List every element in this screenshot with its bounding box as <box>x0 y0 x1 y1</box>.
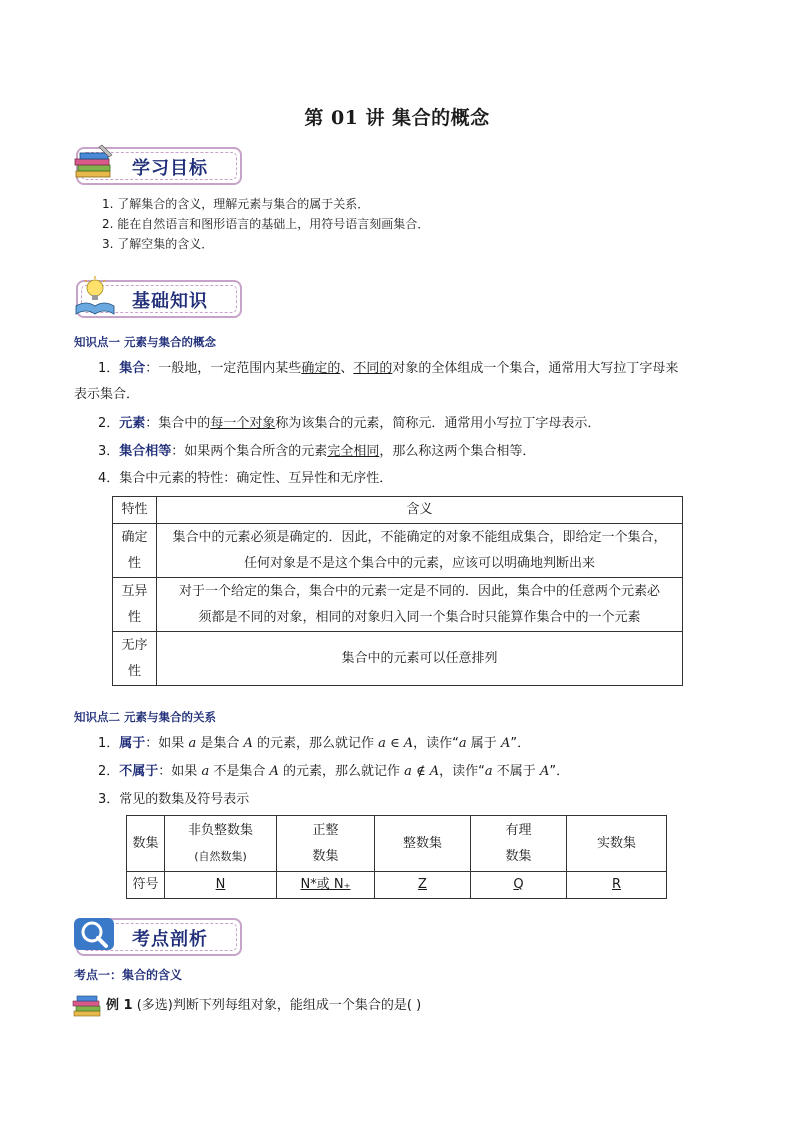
kp1-paragraph-1: 1．集合：一般地，一定范围内某些确定的、不同的对象的全体组成一个集合，通常用大写拉丁字母来 <box>98 361 679 376</box>
objective-3: 3. 了解空集的含义． <box>102 237 214 251</box>
kp2-paragraph-2: 2．不属于：如果 a 不是集合 A 的元素，那么就记作 a ∉ A，读作“a 不属于 A”． <box>98 764 570 779</box>
objective-2: 2. 能在自然语言和图形语言的基础上，用符号语言刻画集合． <box>102 217 430 231</box>
set-symbol: N <box>165 872 277 899</box>
property-name: 确定 性 <box>113 524 157 578</box>
property-meaning: 集合中的元素必须是确定的．因此，不能确定的对象不能组成集合，即给定一个集合， 任何对象是不是这个集合中的元素，应该可以明确地判断出来 <box>157 524 683 578</box>
kp1-paragraph-3: 3．集合相等：如果两个集合所含的元素完全相同，那么称这两个集合相等． <box>98 444 536 459</box>
banner-label: 考点剖析 <box>132 929 208 950</box>
books-icon <box>72 993 104 1019</box>
books-icon <box>72 141 118 185</box>
banner-label: 基础知识 <box>132 291 208 312</box>
lightbulb-book-icon <box>72 274 118 318</box>
header-meaning: 含义 <box>157 497 683 524</box>
property-name: 无序 性 <box>113 632 157 686</box>
set-symbol: R <box>567 872 667 899</box>
set-name: 非负整数集 (自然数集) <box>165 816 277 872</box>
header-property: 特性 <box>113 497 157 524</box>
magnifier-icon <box>72 912 118 956</box>
table-row <box>113 578 683 632</box>
property-meaning: 集合中的元素可以任意排列 <box>157 632 683 686</box>
kp2-paragraph-1: 1．属于：如果 a 是集合 A 的元素，那么就记作 a ∈ A，读作“a 属于 A”． <box>98 736 531 751</box>
kp1-heading: 知识点一 元素与集合的概念 <box>74 335 217 349</box>
page-title: 第 01 讲 集合的概念 <box>304 107 490 129</box>
set-name: 整数集 <box>375 816 471 872</box>
property-name: 互异 性 <box>113 578 157 632</box>
table-row <box>127 816 667 872</box>
row-label: 符号 <box>127 872 165 899</box>
kp2-paragraph-3: 3．常见的数集及符号表示 <box>98 792 250 807</box>
kp1-paragraph-2: 2．元素：集合中的每一个对象称为该集合的元素，简称元．通常用小写拉丁字母表示． <box>98 416 601 431</box>
objective-1: 1. 了解集合的含义，理解元素与集合的属于关系． <box>102 197 370 211</box>
set-symbol: N*或 N₊ <box>277 872 375 899</box>
table-row <box>127 872 667 899</box>
set-name: 实数集 <box>567 816 667 872</box>
set-symbol: Z <box>375 872 471 899</box>
table-header-row <box>113 497 683 524</box>
learning-goals-banner <box>72 141 240 185</box>
set-name: 有理 数集 <box>471 816 567 872</box>
row-label: 数集 <box>127 816 165 872</box>
example-1: 例 1 (多选)判断下列每组对象，能组成一个集合的是( ) <box>106 998 422 1013</box>
kp1-paragraph-4: 4．集合中元素的特性：确定性、互异性和无序性． <box>98 471 393 486</box>
exam-heading: 考点一：集合的含义 <box>74 968 183 982</box>
basic-knowledge-banner <box>72 274 240 318</box>
table-row <box>113 524 683 578</box>
number-sets-table <box>126 815 667 899</box>
kp2-heading: 知识点二 元素与集合的关系 <box>74 710 217 724</box>
set-symbol: Q <box>471 872 567 899</box>
property-meaning: 对于一个给定的集合，集合中的元素一定是不同的．因此，集合中的任意两个元素必 须都是不同的对象，相同的对象归入同一个集合时只能算作集合中的一个元素 <box>157 578 683 632</box>
banner-label: 学习目标 <box>132 158 208 179</box>
exam-analysis-banner <box>72 912 240 956</box>
element-properties-table <box>112 496 683 686</box>
table-row <box>113 632 683 686</box>
kp1-paragraph-1-cont: 表示集合． <box>74 387 140 402</box>
set-name: 正整 数集 <box>277 816 375 872</box>
